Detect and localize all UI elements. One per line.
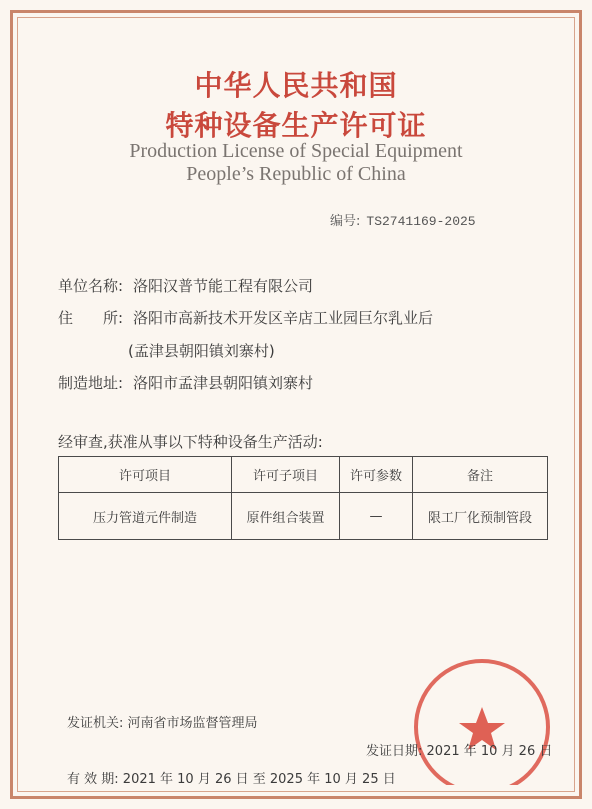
issue-date-label: 发证日期: <box>366 744 423 759</box>
issuer-row <box>67 712 258 731</box>
company-name-label: 单位名称: <box>58 277 124 295</box>
english-title-line1: Production License of Special Equipment <box>129 140 463 162</box>
license-number-label: 编号: <box>330 214 361 229</box>
license-number-value: TS2741169-2025 <box>366 214 476 229</box>
company-name-value: 洛阳汉普节能工程有限公司 <box>133 277 314 295</box>
cell-sub-item: 原件组合装置 <box>232 493 340 540</box>
table-header-row <box>59 457 548 493</box>
approval-intro: 经审查,获准从事以下特种设备生产活动: <box>58 433 323 451</box>
address-value-line1: 洛阳市高新技术开发区辛店工业园巨尔乳业后 <box>133 309 434 327</box>
company-name-row <box>58 275 313 296</box>
cell-item: 压力管道元件制造 <box>59 493 232 540</box>
license-items-table <box>58 456 548 540</box>
manufacturing-address-row <box>58 372 313 393</box>
license-number <box>330 210 476 229</box>
address-value-line2: (孟津县朝阳镇刘寨村) <box>128 342 275 360</box>
header-parameter: 许可参数 <box>340 457 413 493</box>
title-line1: 中华人民共和国 <box>194 69 398 102</box>
header-item: 许可项目 <box>59 457 232 493</box>
manufacturing-address-label: 制造地址: <box>58 374 124 392</box>
issue-date-value: 2021 年 10 月 26 日 <box>426 744 553 759</box>
title-line2: 特种设备生产许可证 <box>165 109 427 142</box>
english-title-line2: People’s Republic of China <box>186 163 406 185</box>
address-label: 住 所: <box>58 309 124 327</box>
validity-row <box>67 768 396 787</box>
cell-parameter: — <box>340 493 413 540</box>
validity-label: 有 效 期: <box>67 772 119 787</box>
table-row <box>59 493 548 540</box>
manufacturing-address-value: 洛阳市孟津县朝阳镇刘寨村 <box>133 374 314 392</box>
header-sub-item: 许可子项目 <box>232 457 340 493</box>
issuer-value: 河南省市场监督管理局 <box>127 716 258 731</box>
issuer-label: 发证机关: <box>67 716 124 731</box>
validity-value: 2021 年 10 月 26 日 至 2025 年 10 月 25 日 <box>122 772 396 787</box>
issue-date-row <box>366 740 552 759</box>
address-row <box>58 307 433 328</box>
cell-remarks: 限工厂化预制管段 <box>413 493 548 540</box>
header-remarks: 备注 <box>413 457 548 493</box>
official-seal <box>408 655 556 785</box>
